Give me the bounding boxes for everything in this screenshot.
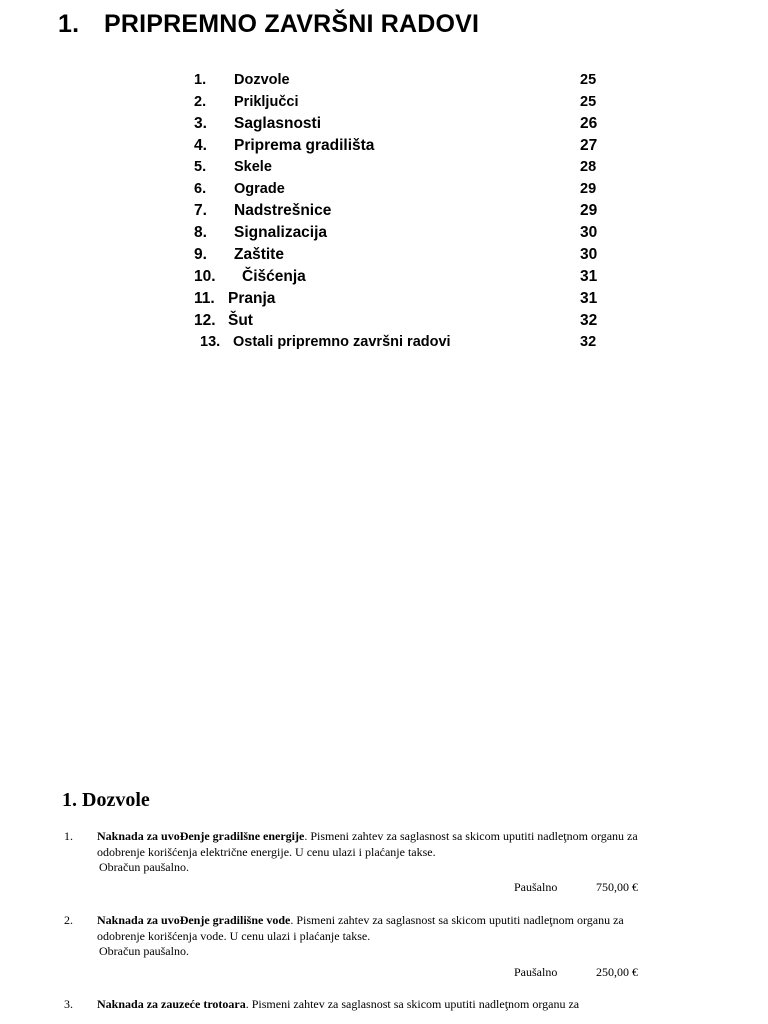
toc-number: 3. bbox=[194, 115, 207, 132]
toc-number: 10. bbox=[194, 268, 216, 285]
toc-page: 27 bbox=[580, 137, 598, 154]
item-calculation: Obračun paušalno. bbox=[99, 860, 189, 874]
toc-row bbox=[0, 72, 768, 94]
item-bold-lead: Naknada za uvoĐenje gradilišne vode bbox=[97, 913, 291, 927]
toc-number: 11. bbox=[194, 290, 215, 307]
toc-title: Dozvole bbox=[234, 72, 290, 88]
item-description bbox=[97, 913, 657, 960]
toc-page: 29 bbox=[580, 181, 597, 197]
toc-title: Ostali pripremno završni radovi bbox=[233, 334, 451, 350]
toc-page: 31 bbox=[580, 290, 598, 307]
item-text: . Pismeni zahtev za saglasnost sa skicom uputiti nadleţnom organu za odobrenje korišćenja vode. U cenu ulazi i plaćanje takse. bbox=[97, 913, 624, 943]
toc-page: 26 bbox=[580, 115, 598, 132]
item-bold-lead: Naknada za uvoĐenje gradilšne energije bbox=[97, 829, 305, 843]
toc-number: 6. bbox=[194, 181, 207, 197]
toc-row bbox=[0, 334, 768, 356]
toc-row bbox=[0, 224, 768, 246]
toc-page: 31 bbox=[580, 268, 598, 285]
toc-page: 28 bbox=[580, 159, 597, 175]
toc-title: Zaštite bbox=[234, 246, 284, 263]
page-title-number: 1. bbox=[58, 10, 80, 38]
toc-number: 8. bbox=[194, 224, 207, 241]
toc-title: Nadstrešnice bbox=[234, 202, 332, 219]
toc-title: Ograde bbox=[234, 181, 285, 197]
item-bold-lead: Naknada za zauzeće trotoara bbox=[97, 997, 246, 1011]
toc-title: Čišćenja bbox=[242, 268, 306, 285]
item-calculation: Obračun paušalno. bbox=[99, 944, 189, 958]
toc-number: 12. bbox=[194, 312, 216, 329]
item-number: 1. bbox=[64, 829, 73, 843]
toc-title: Priključci bbox=[234, 94, 299, 110]
toc-row bbox=[0, 202, 768, 224]
item-number: 2. bbox=[64, 913, 73, 927]
price-amount: 750,00 € bbox=[596, 880, 638, 894]
toc-title: Signalizacija bbox=[234, 224, 328, 241]
toc-row bbox=[0, 312, 768, 334]
toc-number: 9. bbox=[194, 246, 207, 263]
toc-row bbox=[0, 290, 768, 312]
toc-title: Skele bbox=[234, 159, 272, 175]
toc-page: 25 bbox=[580, 72, 597, 88]
section-heading: 1. Dozvole bbox=[62, 789, 150, 811]
toc-page: 32 bbox=[580, 334, 597, 350]
item-description bbox=[97, 997, 657, 1013]
toc-title: Šut bbox=[228, 312, 253, 329]
toc-row bbox=[0, 159, 768, 181]
page-title-text: PRIPREMNO ZAVRŠNI RADOVI bbox=[104, 10, 480, 38]
toc-number: 5. bbox=[194, 159, 207, 175]
toc-row bbox=[0, 94, 768, 116]
toc-row bbox=[0, 115, 768, 137]
toc-row bbox=[0, 268, 768, 290]
item-text: . Pismeni zahtev za saglasnost sa skicom uputiti nadleţnom organu za odobrenje korišćenja električne energije. U cenu ulazi i plaćanje takse. bbox=[97, 829, 638, 859]
toc-page: 29 bbox=[580, 202, 598, 219]
toc-page: 32 bbox=[580, 312, 598, 329]
toc-number: 2. bbox=[194, 94, 207, 110]
item-text: . Pismeni zahtev za saglasnost sa skicom uputiti nadleţnom organu za bbox=[245, 997, 580, 1011]
toc-row bbox=[0, 181, 768, 203]
price-amount: 250,00 € bbox=[596, 965, 638, 979]
toc-number: 7. bbox=[194, 202, 207, 219]
toc-title: Priprema gradilišta bbox=[234, 137, 375, 154]
toc-page: 30 bbox=[580, 246, 598, 263]
price-unit: Paušalno bbox=[514, 965, 558, 979]
page-title bbox=[58, 10, 479, 39]
item-number: 3. bbox=[64, 997, 73, 1011]
toc-number: 13. bbox=[200, 334, 221, 350]
toc-row bbox=[0, 246, 768, 268]
toc-row bbox=[0, 137, 768, 159]
toc-number: 4. bbox=[194, 137, 207, 154]
item-description bbox=[97, 829, 657, 876]
toc-page: 25 bbox=[580, 94, 597, 110]
price-unit: Paušalno bbox=[514, 880, 558, 894]
toc-page: 30 bbox=[580, 224, 598, 241]
toc-title: Pranja bbox=[228, 290, 276, 307]
toc-title: Saglasnosti bbox=[234, 115, 321, 132]
toc-number: 1. bbox=[194, 72, 207, 88]
